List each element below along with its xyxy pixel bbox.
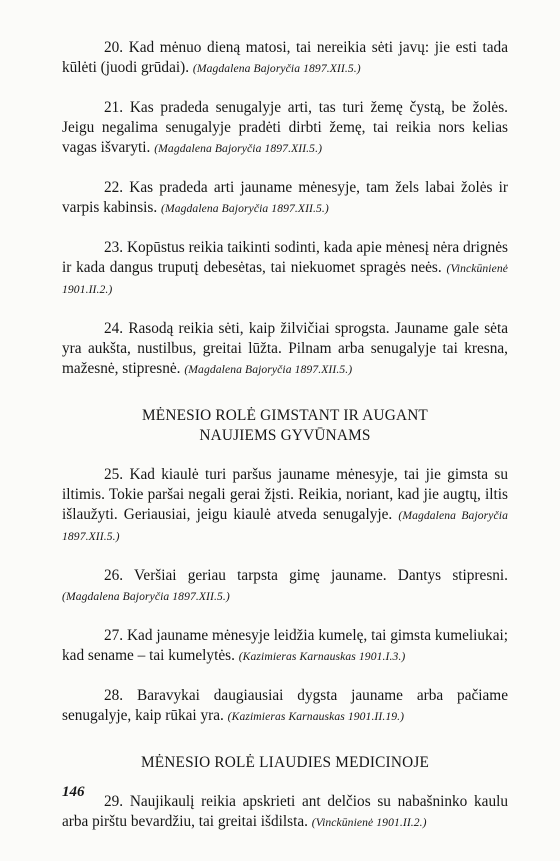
entry-20 (62, 38, 508, 79)
section-heading-birth (62, 406, 508, 446)
entry-source: (Magdalena Bajoryčia 1897.XII.5.) (154, 142, 323, 155)
entry-text: 22. Kas pradeda arti jauname mėnesyje, tam žels labai žolės ir varpis kabinsis. (62, 179, 508, 216)
entry-text: 23. Kopūstus reikia taikinti sodinti, kada apie mėnesį nėra drignės ir kada dangus truputį debesėtas, tai niekuomet spragės neės. (62, 239, 509, 276)
entry-text: 21. Kas pradeda senugalyje arti, tas turi žemę čystą, be žolės. Jeigu negalima senugalyje pradėti dirbti žemę, tai reikia nors kelias vagas išvaryti. (62, 99, 508, 156)
section-heading-line-2: NAUJIEMS GYVŪNAMS (199, 427, 371, 444)
entry-24 (62, 319, 508, 380)
entry-source: (Kazimieras Karnauskas 1901.I.3.) (238, 650, 406, 663)
page-number: 146 (62, 784, 85, 800)
entry-text: 25. Kad kiaulė turi paršus jauname mėnesyje, tai jie gimsta su iltimis. Tokie paršai negali gerai žįsti. Reikia, noriant, kad jie augtų, iltis išlaužyti. Geriausiai, jeigu kiaulė atveda senugalyje. (62, 466, 508, 523)
entry-source: (Magdalena Bajoryčia 1897.XII.5.) (62, 590, 230, 603)
entry-source: (Magdalena Bajoryčia 1897.XII.5.) (192, 62, 361, 75)
entry-text: 26. Veršiai geriau tarpsta gimę jauname. Dantys stipresni. (104, 567, 508, 584)
entry-29 (62, 792, 508, 833)
entry-26 (62, 566, 508, 607)
entry-source: (Magdalena Bajoryčia 1897.XII.5.) (62, 509, 508, 543)
entry-source: (Magdalena Bajoryčia 1897.XII.5.) (184, 363, 353, 376)
entry-source: (Vinckūnienė 1901.II.2.) (311, 816, 427, 829)
entry-22 (62, 178, 508, 219)
entry-21 (62, 98, 508, 159)
entry-source: (Magdalena Bajoryčia 1897.XII.5.) (161, 202, 329, 215)
entry-25 (62, 465, 508, 547)
entry-text: 24. Rasodą reikia sėti, kaip žilvičiai sprogsta. Jauname gale sėta yra aukšta, nustilbus, greitai lūžta. Pilnam arba senugalyje tai kresna, mažesnė, stipresnė. (62, 320, 508, 377)
entry-source: (Vinckūnienė 1901.II.2.) (62, 262, 508, 296)
section-heading-medicine: MĖNESIO ROLĖ LIAUDIES MEDICINOJE (140, 754, 430, 771)
entry-source: (Kazimieras Karnauskas 1901.II.19.) (227, 710, 405, 723)
entry-text: 20. Kad mėnuo dieną matosi, tai nereikia sėti javų: jie esti tada kūlėti (juodi grūdai). (62, 39, 508, 76)
entry-text: 29. Naujikaulį reikia apskrieti ant delčios su nabašninko kaulu arba pirštu bevardžiu, tai greitai išdilsta. (62, 793, 508, 830)
text-column (62, 38, 508, 852)
entry-text: 28. Baravykai daugiausiai dygsta jauname arba pačiame senugalyje, kaip rūkai yra. (62, 687, 508, 724)
entry-23 (62, 238, 508, 300)
entry-27 (62, 626, 508, 667)
entry-text: 27. Kad jauname mėnesyje leidžia kumelę, tai gimsta kumeliukai; kad sename – tai kumelytės. (62, 627, 508, 664)
section-heading-line-1: MĖNESIO ROLĖ GIMSTANT IR AUGANT (142, 407, 428, 424)
entry-28 (62, 686, 508, 727)
